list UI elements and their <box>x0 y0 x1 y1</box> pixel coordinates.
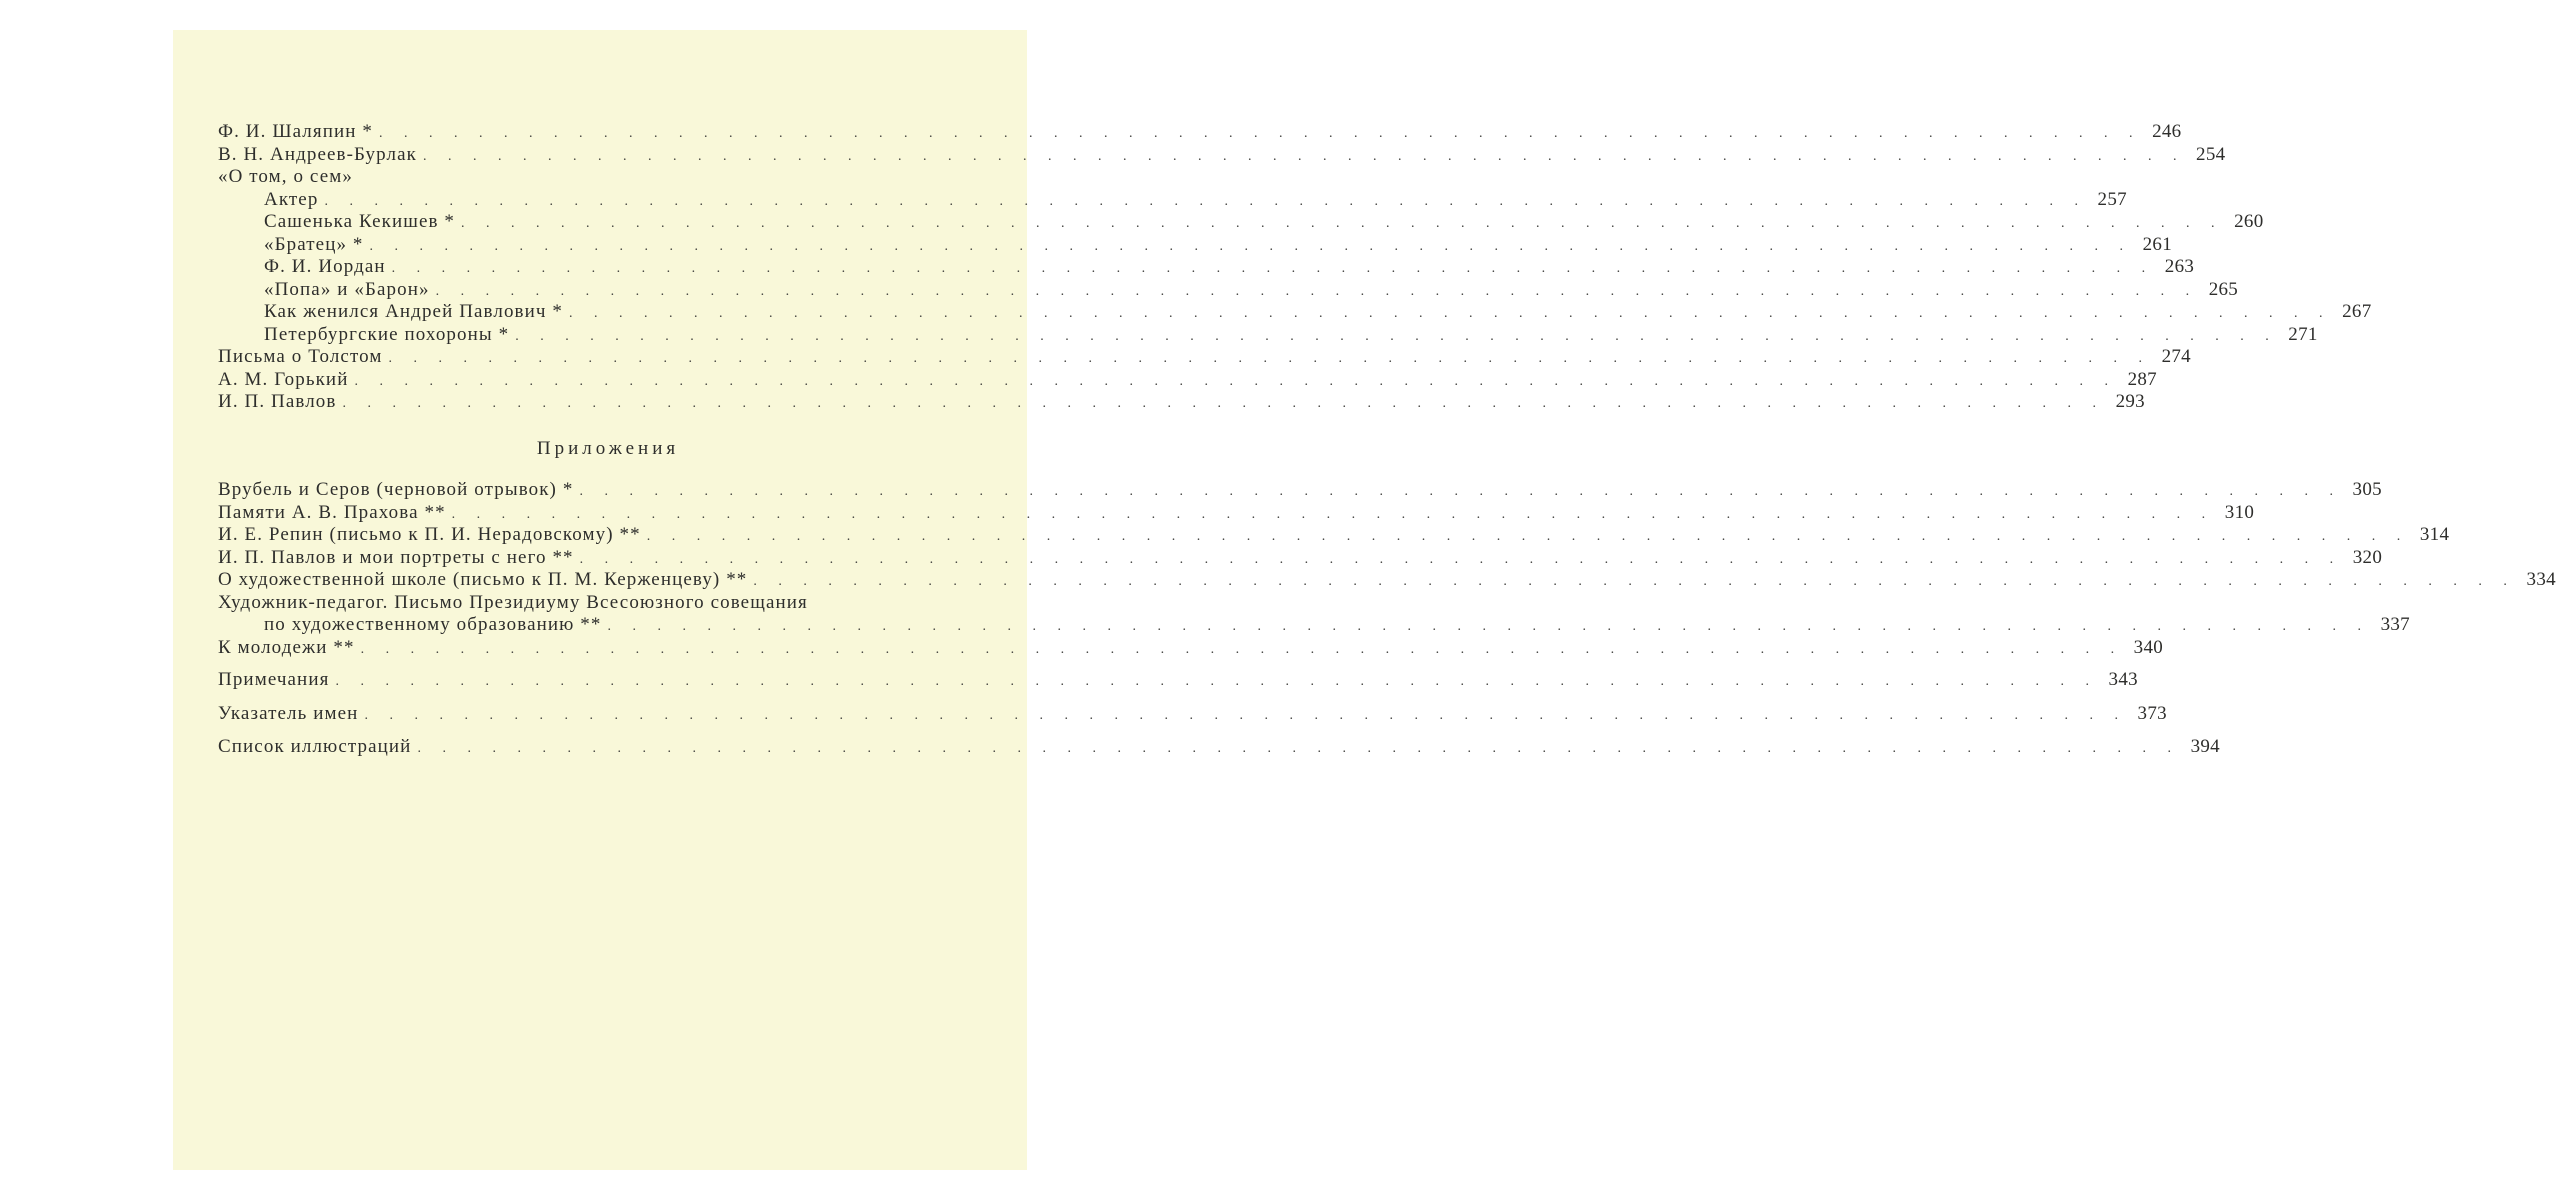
toc-leader-dots: . . . . . . . . . . . . . . . . . . . . . . . . . . . . . . . . . . . . . . . . . . . . . . . . . . . . . . . . . . . . . . . . . . . . . . . <box>369 238 2133 254</box>
toc-entry <box>218 592 998 615</box>
toc-entry <box>218 391 2145 414</box>
toc-entry-title: Художник-педагог. Письмо Президиуму Всесоюзного совещания <box>218 591 808 613</box>
toc-entry-page-number: 254 <box>2196 143 2226 165</box>
toc-entry <box>218 368 2157 392</box>
toc-entry <box>218 143 2226 167</box>
toc-entry <box>218 301 2372 324</box>
toc-entry-page-number: 267 <box>2342 301 2372 322</box>
toc-entry <box>218 278 2239 302</box>
toc-back-matter-section <box>218 669 2220 759</box>
toc-entry <box>218 479 2382 502</box>
toc-entry <box>218 524 2450 547</box>
toc-entry-title: Список иллюстраций <box>218 736 412 757</box>
toc-leader-dots: . . . . . . . . . . . . . . . . . . . . . . . . . . . . . . . . . . . . . . . . . . . . . . . . . . . . . . . . . . . . . . . . . . . . . . . <box>569 306 2332 321</box>
toc-entry-title: О художественной школе (письмо к П. М. Керженцеву) ** <box>218 569 748 590</box>
toc-entry-title: Как женился Андрей Павлович * <box>264 301 563 322</box>
toc-entry-page-number: 394 <box>2190 736 2220 757</box>
toc-entry-page-number: 373 <box>2137 702 2167 724</box>
toc-entry-title: Актер <box>264 188 319 210</box>
toc-leader-dots: . . . . . . . . . . . . . . . . . . . . . . . . . . . . . . . . . . . . . . . . . . . . . . . . . . . . . . . . . . . . . . . . . . . . . . . <box>324 193 2087 209</box>
toc-entry-page-number: 260 <box>2234 211 2264 232</box>
toc-entry-title: И. Е. Репин (письмо к П. И. Нерадовскому) ** <box>218 524 641 545</box>
toc-entry-title: Сашенька Кекишев * <box>264 211 455 232</box>
toc-entry-page-number: 343 <box>2108 669 2138 690</box>
toc-leader-dots: . . . . . . . . . . . . . . . . . . . . . . . . . . . . . . . . . . . . . . . . . . . . . . . . . . . . . . . . . . . . . . . . . . . . . . . <box>354 373 2117 389</box>
toc-leader-dots: . . . . . . . . . . . . . . . . . . . . . . . . . . . . . . . . . . . . . . . . . . . . . . . . . . . . . . . . . . . . . . . . . . . . . . . <box>360 641 2124 657</box>
toc-entry <box>218 211 2264 234</box>
toc-entry-page-number: 320 <box>2352 546 2383 568</box>
toc-entry <box>218 702 2167 726</box>
toc-entry <box>218 166 998 189</box>
toc-entry-title: Ф. И. Шаляпин * <box>218 121 373 142</box>
toc-leader-dots: . . . . . . . . . . . . . . . . . . . . . . . . . . . . . . . . . . . . . . . . . . . . . . . . . . . . . . . . . . . . . . . . . . . . . . . <box>515 328 2278 344</box>
toc-entry-page-number: 246 <box>2152 121 2182 142</box>
toc-leader-dots: . . . . . . . . . . . . . . . . . . . . . . . . . . . . . . . . . . . . . . . . . . . . . . . . . . . . . . . . . . . . . . . . . . . . . . . <box>378 126 2142 141</box>
toc-leader-dots: . . . . . . . . . . . . . . . . . . . . . . . . . . . . . . . . . . . . . . . . . . . . . . . . . . . . . . . . . . . . . . . . . . . . . . . <box>461 216 2224 231</box>
toc-entry-title: Указатель имен <box>218 702 359 724</box>
toc-entry <box>218 346 2191 369</box>
toc-leader-dots: . . . . . . . . . . . . . . . . . . . . . . . . . . . . . . . . . . . . . . . . . . . . . . . . . . . . . . . . . . . . . . . . . . . . . . . <box>388 351 2151 366</box>
toc-leader-dots: . . . . . . . . . . . . . . . . . . . . . . . . . . . . . . . . . . . . . . . . . . . . . . . . . . . . . . . . . . . . . . . . . . . . . . . <box>579 484 2342 499</box>
toc-entry <box>218 256 2195 279</box>
toc-leader-dots: . . . . . . . . . . . . . . . . . . . . . . . . . . . . . . . . . . . . . . . . . . . . . . . . . . . . . . . . . . . . . . . . . . . . . . . <box>435 283 2199 299</box>
toc-entry <box>218 121 2182 144</box>
toc-entry-page-number: 263 <box>2164 256 2195 277</box>
toc-leader-dots: . . . . . . . . . . . . . . . . . . . . . . . . . . . . . . . . . . . . . . . . . . . . . . . . . . . . . . . . . . . . . . . . . . . . . . . <box>335 674 2098 689</box>
toc-entry <box>218 233 2173 257</box>
toc-entry <box>218 188 2127 212</box>
toc-entry-page-number: 334 <box>2526 569 2556 590</box>
toc-entry-page-number: 340 <box>2133 636 2164 658</box>
toc-entry-page-number: 305 <box>2352 479 2382 500</box>
toc-entry-title: Письма о Толстом <box>218 346 383 367</box>
toc-leader-dots: . . . . . . . . . . . . . . . . . . . . . . . . . . . . . . . . . . . . . . . . . . . . . . . . . . . . . . . . . . . . . . . . . . . . . . . <box>342 396 2105 411</box>
toc-entry-title: В. Н. Андреев-Бурлак <box>218 143 417 165</box>
toc-leader-dots: . . . . . . . . . . . . . . . . . . . . . . . . . . . . . . . . . . . . . . . . . . . . . . . . . . . . . . . . . . . . . . . . . . . . . . . <box>422 148 2186 164</box>
toc-entry <box>218 636 2164 660</box>
toc-leader-dots: . . . . . . . . . . . . . . . . . . . . . . . . . . . . . . . . . . . . . . . . . . . . . . . . . . . . . . . . . . . . . . . . . . . . . . . <box>753 574 2516 589</box>
toc-entry-page-number: 287 <box>2127 368 2157 390</box>
toc-entry <box>218 501 2255 525</box>
toc-entry-title: А. М. Горький <box>218 368 349 390</box>
toc-entry <box>218 669 2138 692</box>
toc-entry-title: «Попа» и «Барон» <box>264 278 430 300</box>
appendix-heading: Приложения <box>536 438 680 459</box>
toc-entry-title: Примечания <box>218 669 330 690</box>
toc-entry-title: К молодежи ** <box>218 636 355 658</box>
toc-entry-page-number: 274 <box>2161 346 2191 367</box>
toc-leader-dots: . . . . . . . . . . . . . . . . . . . . . . . . . . . . . . . . . . . . . . . . . . . . . . . . . . . . . . . . . . . . . . . . . . . . . . . <box>607 619 2370 634</box>
toc-main-section <box>218 121 2372 414</box>
toc-entry-page-number: 265 <box>2208 278 2239 300</box>
toc-entry <box>218 569 2556 592</box>
toc-entry <box>218 736 2220 759</box>
toc-entry-title: по художественному образованию ** <box>264 614 602 635</box>
toc-entry-page-number: 271 <box>2288 323 2318 345</box>
toc-entry <box>218 546 2383 570</box>
toc-leader-dots: . . . . . . . . . . . . . . . . . . . . . . . . . . . . . . . . . . . . . . . . . . . . . . . . . . . . . . . . . . . . . . . . . . . . . . . <box>417 741 2180 756</box>
toc-entry <box>218 614 2410 637</box>
toc-entry-title: И. П. Павлов <box>218 391 337 412</box>
toc-appendix-section <box>218 479 2556 659</box>
toc-leader-dots: . . . . . . . . . . . . . . . . . . . . . . . . . . . . . . . . . . . . . . . . . . . . . . . . . . . . . . . . . . . . . . . . . . . . . . . <box>579 551 2343 567</box>
toc-entry-page-number: 337 <box>2380 614 2410 635</box>
toc-entry <box>218 323 2318 347</box>
toc-entry-page-number: 314 <box>2419 524 2450 545</box>
toc-entry-title: Памяти А. В. Прахова ** <box>218 501 446 523</box>
toc-entry-page-number: 293 <box>2115 391 2145 412</box>
toc-entry-page-number: 257 <box>2097 188 2127 210</box>
toc-entry-title: Врубель и Серов (черновой отрывок) * <box>218 479 574 500</box>
toc-leader-dots: . . . . . . . . . . . . . . . . . . . . . . . . . . . . . . . . . . . . . . . . . . . . . . . . . . . . . . . . . . . . . . . . . . . . . . . <box>451 506 2215 522</box>
toc-entry-title: «О том, о сем» <box>218 166 353 187</box>
toc-leader-dots: . . . . . . . . . . . . . . . . . . . . . . . . . . . . . . . . . . . . . . . . . . . . . . . . . . . . . . . . . . . . . . . . . . . . . . . <box>391 261 2155 276</box>
toc-entry-page-number: 310 <box>2224 501 2255 523</box>
toc-leader-dots: . . . . . . . . . . . . . . . . . . . . . . . . . . . . . . . . . . . . . . . . . . . . . . . . . . . . . . . . . . . . . . . . . . . . . . . <box>364 707 2127 723</box>
toc-leader-dots: . . . . . . . . . . . . . . . . . . . . . . . . . . . . . . . . . . . . . . . . . . . . . . . . . . . . . . . . . . . . . . . . . . . . . . . <box>646 529 2410 544</box>
toc-entry-page-number: 261 <box>2142 233 2173 255</box>
toc-entry-title: «Братец» * <box>264 233 364 255</box>
toc-entry-title: И. П. Павлов и мои портреты с него ** <box>218 546 574 568</box>
toc-entry-title: Петербургские похороны * <box>264 323 510 345</box>
toc-entry-title: Ф. И. Иордан <box>264 256 386 277</box>
